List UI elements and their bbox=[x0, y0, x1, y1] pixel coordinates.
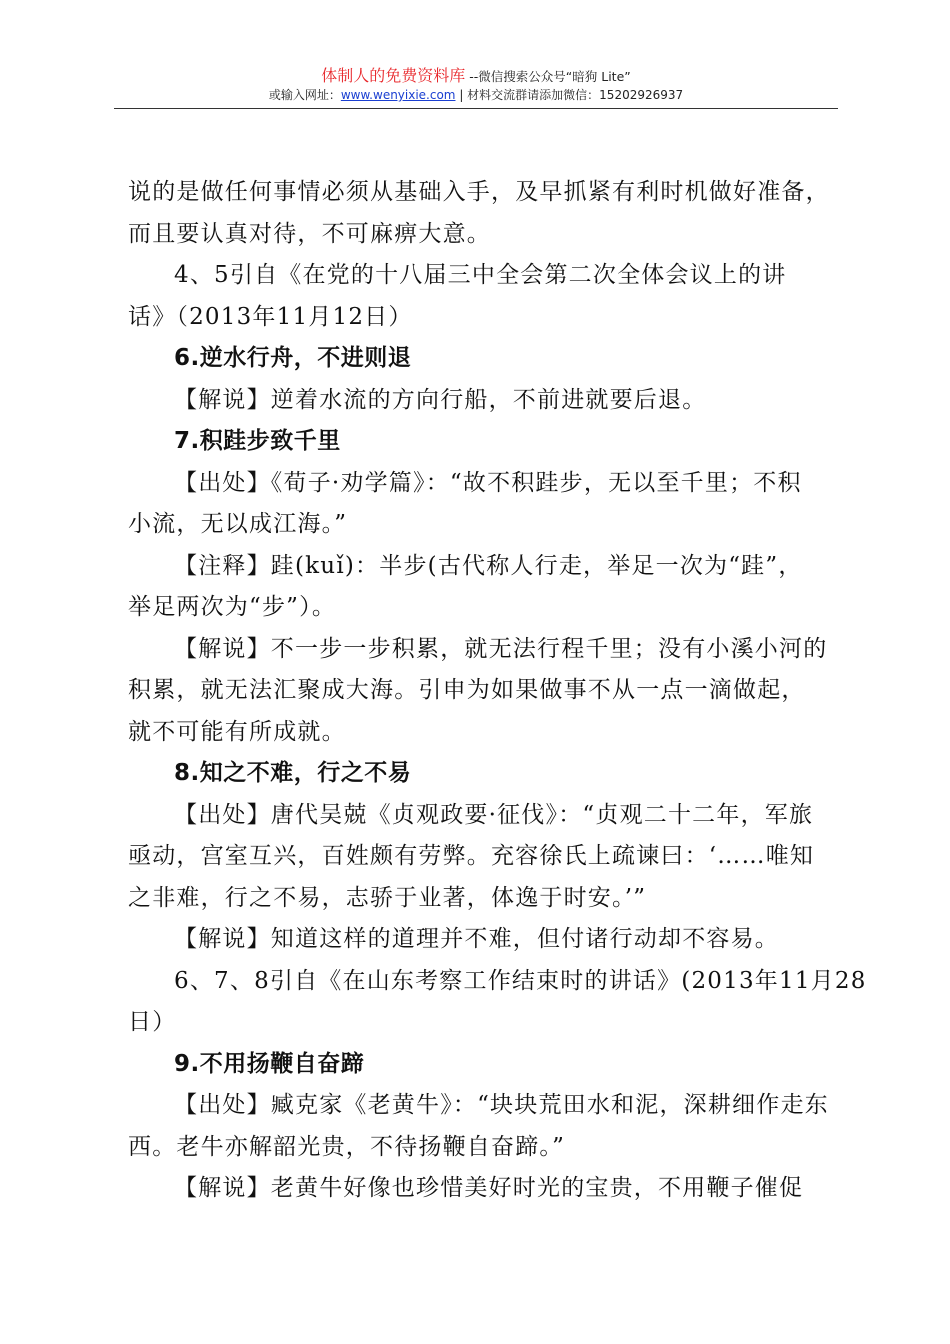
text-line: 说的是做任何事情必须从基础入手，及早抓紧有利时机做好准备， bbox=[128, 179, 830, 205]
text-line: 举足两次为“步”）。 bbox=[128, 594, 337, 620]
text-line: 就不可能有所成就。 bbox=[128, 718, 346, 745]
text-line: 积累，就无法汇聚成大海。引申为如果做事不从一点一滴做起， bbox=[128, 677, 806, 703]
text-line: 【解说】知道这样的道理并不难，但付诸行动却不容易。 bbox=[174, 926, 779, 952]
text-line: 【解说】逆着水流的方向行船，不前进就要后退。 bbox=[174, 386, 707, 413]
text-line: 之非难，行之不易，志骄于业著，体逸于时安。’” bbox=[128, 884, 647, 911]
header-brand-line bbox=[114, 66, 838, 87]
text-line: 小流，无以成江海。” bbox=[128, 511, 348, 537]
section-heading: 7.积跬步致千里 bbox=[174, 428, 341, 454]
header-divider bbox=[114, 108, 838, 109]
text-line: 【出处】臧克家《老黄牛》：“块块荒田水和泥，深耕细作走东 bbox=[174, 1092, 829, 1118]
text-line: 6、7、8引自《在山东考察工作结束时的讲话》(2013年11月28 bbox=[174, 967, 867, 994]
website-link[interactable]: www.wenyixie.com bbox=[340, 88, 456, 102]
text-line: 话》（2013年11月12日） bbox=[128, 303, 413, 330]
text-line: 日） bbox=[128, 1009, 177, 1035]
text-line: 【出处】《荀子·劝学篇》：“故不积跬步，无以至千里；不积 bbox=[174, 469, 802, 496]
text-line: 西。老牛亦解韶光贵，不待扬鞭自奋蹄。” bbox=[128, 1133, 566, 1160]
document-body bbox=[128, 172, 867, 1210]
text-line: 4、5引自《在党的十八届三中全会第二次全体会议上的讲 bbox=[174, 262, 787, 288]
url-prefix: 或输入网址： bbox=[268, 88, 341, 102]
text-line: 【解说】不一步一步积累，就无法行程千里；没有小溪小河的 bbox=[174, 635, 828, 662]
text-line: 【注释】跬(kuǐ)：半步(古代称人行走，举足一次为“跬”， bbox=[174, 552, 803, 579]
brand-suffix: --微信搜索公众号“暗狗 Lite” bbox=[465, 69, 631, 84]
section-heading: 9.不用扬鞭自奋蹄 bbox=[174, 1050, 365, 1077]
section-heading: 8.知之不难，行之不易 bbox=[174, 760, 412, 786]
text-line: 【出处】唐代吴兢《贞观政要·征伐》：“贞观二十二年，军旅 bbox=[174, 801, 814, 828]
section-heading: 6.逆水行舟，不进则退 bbox=[174, 345, 412, 371]
header-url-line bbox=[114, 87, 838, 103]
text-line: 亟动，宫室互兴，百姓颇有劳弊。充容徐氏上疏谏曰：‘……唯知 bbox=[128, 843, 815, 869]
text-line: 而且要认真对待，不可麻痹大意。 bbox=[128, 220, 491, 247]
brand-title: 体制人的免费资料库 bbox=[321, 66, 466, 85]
page-header bbox=[114, 66, 838, 103]
text-line: 【解说】老黄牛好像也珍惜美好时光的宝贵，不用鞭子催促 bbox=[174, 1175, 804, 1201]
url-suffix: | 材料交流群请添加微信：15202926937 bbox=[455, 88, 684, 102]
